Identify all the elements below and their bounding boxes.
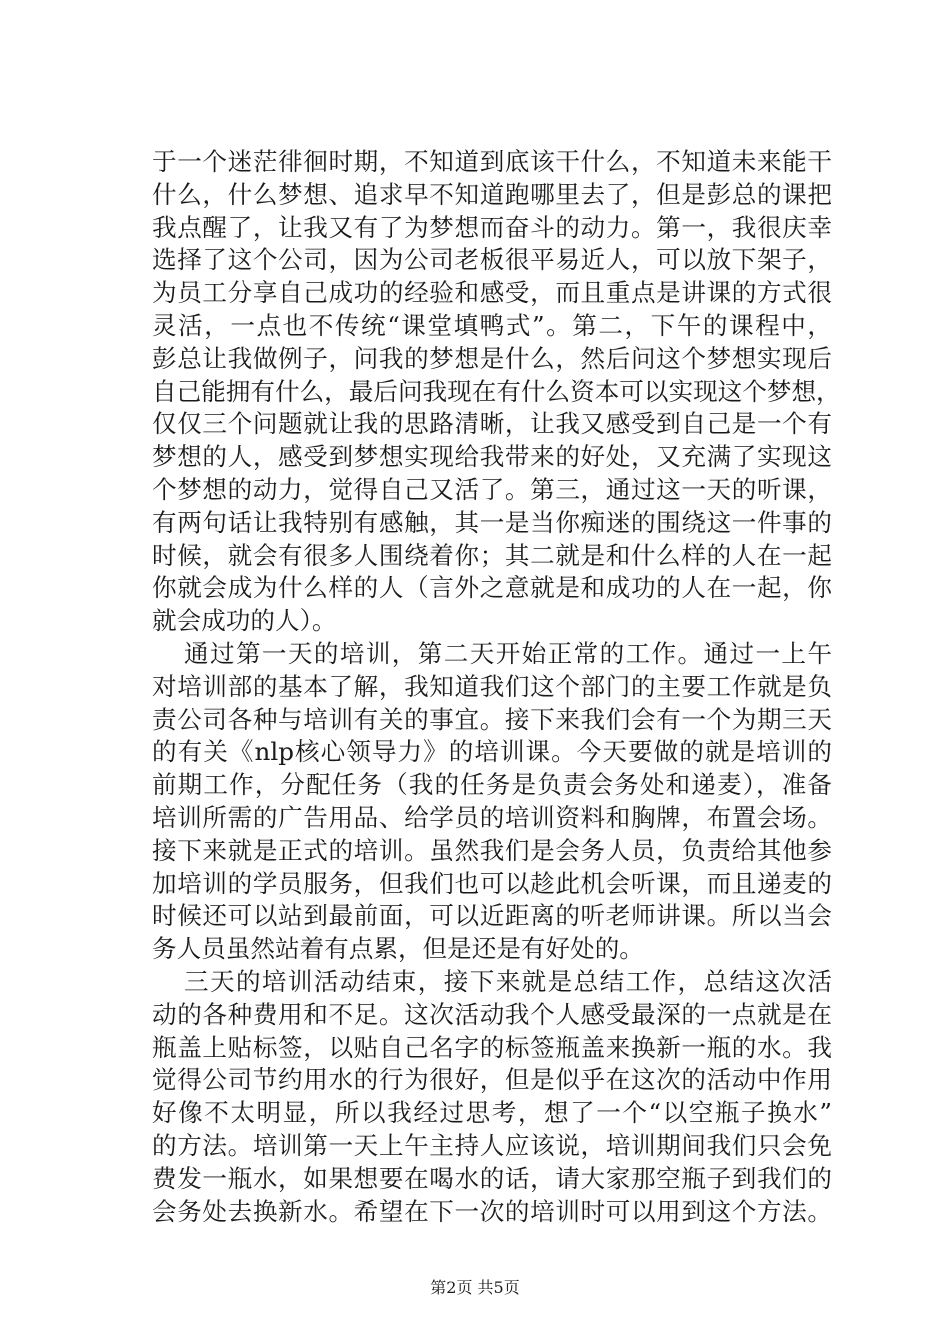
text-line: 自己能拥有什么，最后问我现在有什么资本可以实现这个梦想，	[152, 376, 841, 406]
text-line: 的有关《nlp核心领导力》的培训课。今天要做的就是培训的	[152, 737, 832, 767]
text-line: 觉得公司节约用水的行为很好，但是似乎在这次的活动中作用	[152, 1065, 832, 1095]
text-line: 好像不太明显，所以我经过思考，想了一个“以空瓶子换水”	[152, 1098, 832, 1128]
text-line: 会务处去换新水。希望在下一次的培训时可以用到这个方法。	[152, 1196, 832, 1226]
text-line: 务人员虽然站着有点累，但是还是有好处的。	[152, 934, 644, 964]
text-line: 梦想的人，感受到梦想实现给我带来的好处，又充满了实现这	[152, 442, 832, 472]
text-line: 时候，就会有很多人围绕着你；其二就是和什么样的人在一起	[152, 540, 832, 570]
text-line: 仅仅三个问题就让我的思路清晰，让我又感受到自己是一个有	[152, 409, 832, 439]
text-line: 就会成功的人）。	[152, 606, 337, 636]
text-line: 有两句话让我特别有感触，其一是当你痴迷的围绕这一件事的	[152, 507, 832, 537]
text-line: 我点醒了，让我又有了为梦想而奋斗的动力。第一，我很庆幸	[152, 212, 832, 242]
text-line: 时候还可以站到最前面，可以近距离的听老师讲课。所以当会	[152, 901, 832, 931]
text-line: 为员工分享自己成功的经验和感受，而且重点是讲课的方式很	[152, 278, 832, 308]
text-line: 动的各种费用和不足。这次活动我个人感受最深的一点就是在	[152, 999, 832, 1029]
text-line: 费发一瓶水，如果想要在喝水的话，请大家那空瓶子到我们的	[152, 1163, 832, 1193]
text-line: 瓶盖上贴标签，以贴自己名字的标签瓶盖来换新一瓶的水。我	[152, 1032, 832, 1062]
text-line: 于一个迷茫徘徊时期，不知道到底该干什么，不知道未来能干	[152, 147, 832, 176]
text-line: 前期工作，分配任务（我的任务是负责会务处和递麦），准备	[152, 770, 832, 800]
text-line: 对培训部的基本了解，我知道我们这个部门的主要工作就是负	[152, 671, 832, 701]
text-line: 灵活，一点也不传统“课堂填鸭式”。第二，下午的课程中，	[152, 310, 832, 340]
text-line: 彭总让我做例子，问我的梦想是什么，然后问这个梦想实现后	[152, 343, 832, 373]
text-line: 什么，什么梦想、追求早不知道跑哪里去了，但是彭总的课把	[152, 179, 832, 209]
text-line: 责公司各种与培训有关的事宜。接下来我们会有一个为期三天	[152, 704, 832, 734]
text-line: 选择了这个公司，因为公司老板很平易近人，可以放下架子，	[152, 245, 832, 275]
text-line: 你就会成为什么样的人（言外之意就是和成功的人在一起，你	[152, 573, 832, 603]
text-line: 培训所需的广告用品、给学员的培训资料和胸牌，布置会场。	[152, 802, 832, 832]
paragraph-first-line: 通过第一天的培训，第二天开始正常的工作。通过一上午	[184, 638, 832, 668]
paragraph-first-line: 三天的培训活动结束，接下来就是总结工作，总结这次活	[184, 966, 832, 996]
text-line: 接下来就是正式的培训。虽然我们是会务人员，负责给其他参	[152, 835, 832, 865]
text-line: 的方法。培训第一天上午主持人应该说，培训期间我们只会免	[152, 1130, 832, 1160]
page-footer: 第2页 共5页	[430, 1278, 520, 1297]
document-body	[152, 146, 841, 1228]
text-line: 加培训的学员服务，但我们也可以趁此机会听课，而且递麦的	[152, 868, 832, 898]
text-line: 个梦想的动力，觉得自己又活了。第三，通过这一天的听课，	[152, 474, 832, 504]
